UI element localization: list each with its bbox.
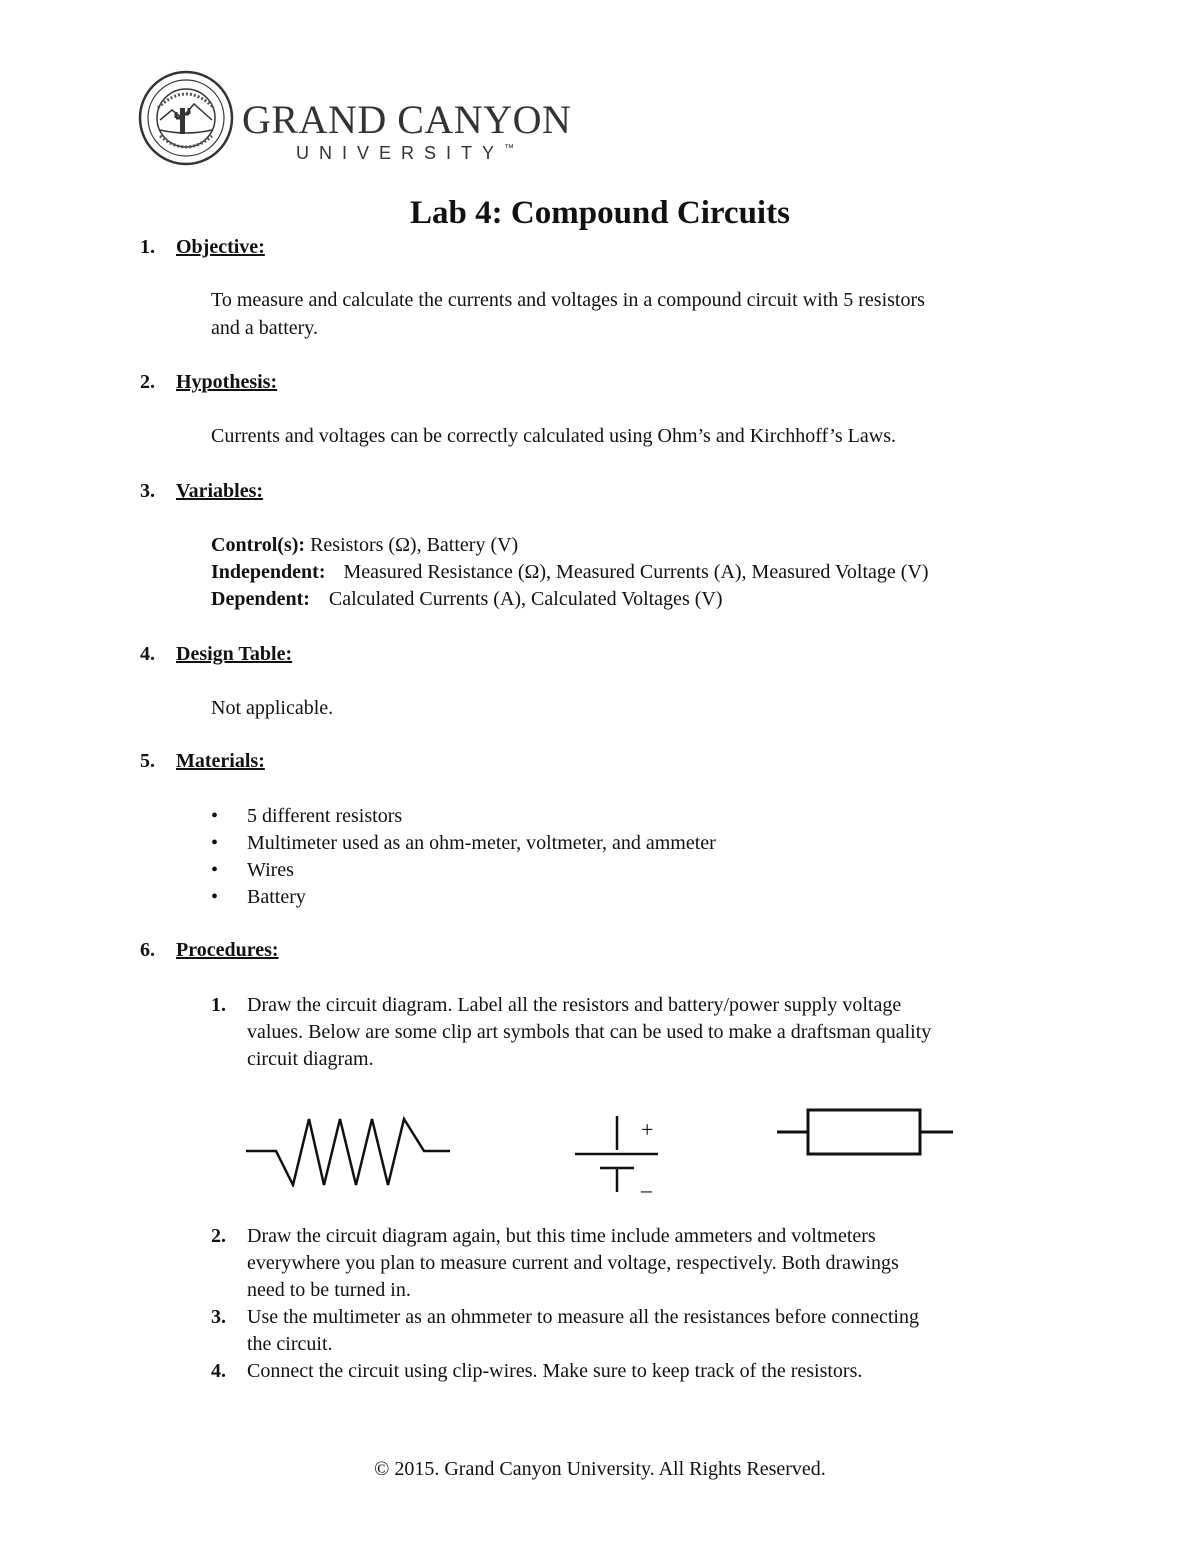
bullet-icon: • bbox=[211, 832, 219, 854]
list-item: 5 different resistors bbox=[247, 805, 403, 827]
objective-line-1: To measure and calculate the currents and voltages in a compound circuit with 5 resistors bbox=[211, 289, 925, 311]
section-number-materials: 5. bbox=[140, 750, 155, 772]
section-heading-hypothesis: Hypothesis: bbox=[176, 371, 278, 393]
variables-control bbox=[211, 532, 518, 559]
resistor-box-icon bbox=[775, 1107, 955, 1157]
bullet-icon: • bbox=[211, 805, 219, 827]
section-heading-objective: Objective: bbox=[176, 236, 265, 258]
bullet-icon: • bbox=[211, 886, 219, 908]
list-item: Wires bbox=[247, 859, 294, 881]
objective-line-2: and a battery. bbox=[211, 317, 318, 339]
section-number-procedures: 6. bbox=[140, 939, 155, 961]
list-item: Multimeter used as an ohm-meter, voltmeter, and ammeter bbox=[247, 832, 716, 854]
procedure-step-1-line-2: values. Below are some clip art symbols that can be used to make a draftsman quality bbox=[247, 1021, 932, 1043]
hypothesis-text: Currents and voltages can be correctly calculated using Ohm’s and Kirchhoff’s Laws. bbox=[211, 425, 896, 447]
university-name-line2 bbox=[296, 144, 514, 162]
procedure-step-2-line-2: everywhere you plan to measure current and voltage, respectively. Both drawings bbox=[247, 1252, 899, 1274]
section-number-objective: 1. bbox=[140, 236, 155, 258]
variables-dependent bbox=[211, 586, 722, 613]
section-number-hypothesis: 2. bbox=[140, 371, 155, 393]
university-seal-icon bbox=[138, 70, 238, 170]
section-heading-materials: Materials: bbox=[176, 750, 265, 772]
section-number-design-table: 4. bbox=[140, 643, 155, 665]
section-heading-design-table: Design Table: bbox=[176, 643, 293, 665]
dependent-value: Calculated Currents (A), Calculated Voltages (V) bbox=[328, 588, 723, 610]
procedure-step-2-line-3: need to be turned in. bbox=[247, 1279, 411, 1301]
procedure-step-1-line-3: circuit diagram. bbox=[247, 1048, 374, 1070]
battery-minus-label: – bbox=[641, 1177, 652, 1202]
independent-value: Measured Resistance (Ω), Measured Currents (A), Measured Voltage (V) bbox=[343, 561, 929, 583]
section-heading-variables: Variables: bbox=[176, 480, 264, 502]
procedure-step-3-line-2: the circuit. bbox=[247, 1333, 333, 1355]
procedure-step-number: 2. bbox=[211, 1225, 226, 1247]
procedure-step-2-line-1: Draw the circuit diagram again, but this time include ammeters and voltmeters bbox=[247, 1225, 876, 1247]
university-name-line1: GRAND CANYON bbox=[242, 97, 572, 142]
page-title: Lab 4: Compound Circuits bbox=[410, 195, 790, 231]
procedure-step-1-line-1: Draw the circuit diagram. Label all the resistors and battery/power supply voltage bbox=[247, 994, 902, 1016]
variables-independent bbox=[211, 559, 929, 586]
control-label: Control(s): bbox=[211, 534, 306, 556]
section-number-variables: 3. bbox=[140, 480, 155, 502]
university-logo bbox=[138, 70, 572, 170]
copyright-footer: © 2015. Grand Canyon University. All Rights Reserved. bbox=[374, 1458, 826, 1480]
procedure-step-number: 3. bbox=[211, 1306, 226, 1328]
dependent-label: Dependent: bbox=[211, 588, 310, 610]
section-heading-procedures: Procedures: bbox=[176, 939, 279, 961]
independent-label: Independent: bbox=[211, 561, 326, 583]
procedure-step-number: 1. bbox=[211, 994, 226, 1016]
resistor-zigzag-icon bbox=[246, 1115, 452, 1187]
list-item: Battery bbox=[247, 886, 306, 908]
design-table-text: Not applicable. bbox=[211, 697, 334, 719]
trademark-mark: ™ bbox=[504, 143, 515, 154]
bullet-icon: • bbox=[211, 859, 219, 881]
procedure-step-number: 4. bbox=[211, 1360, 226, 1382]
battery-plus-label: + bbox=[641, 1117, 654, 1142]
control-value: Resistors (Ω), Battery (V) bbox=[305, 534, 519, 556]
university-name-line2-text: UNIVERSITY bbox=[296, 143, 505, 163]
procedure-step-4-line-1: Connect the circuit using clip-wires. Make sure to keep track of the resistors. bbox=[247, 1360, 863, 1382]
procedure-step-3-line-1: Use the multimeter as an ohmmeter to measure all the resistances before connecting bbox=[247, 1306, 919, 1328]
